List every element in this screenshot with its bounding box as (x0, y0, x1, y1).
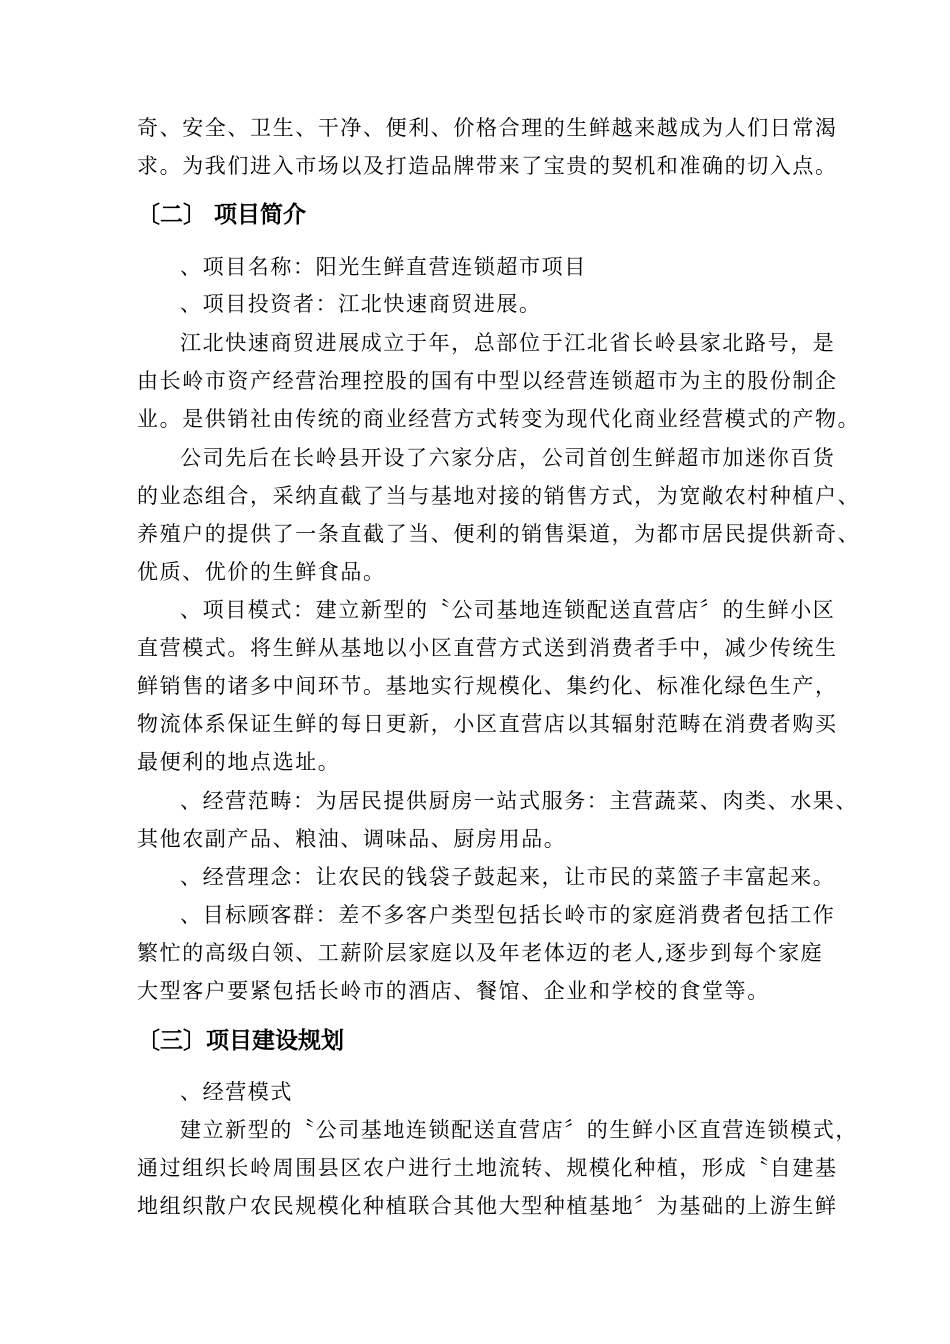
paragraph-line: 鲜销售的诸多中间环节。基地实行规模化、集约化、标准化绿色生产， (137, 674, 838, 698)
paragraph-line: 的业态组合，采纳直截了当与基地对接的销售方式，为宽敞农村种植户、 (137, 484, 861, 508)
paragraph-line: 业。是供销社由传统的商业经营方式转变为现代化商业经营模式的产物。 (137, 407, 861, 431)
paragraph-line: 、经营范畴：为居民提供厨房一站式服务：主营蔬菜、肉类、水果、 (180, 789, 858, 813)
paragraph-line: 、经营模式 (180, 1080, 293, 1104)
paragraph-line: 、项目名称：阳光生鲜直营连锁超市项目 (180, 255, 587, 279)
paragraph-line: 、目标顾客群：差不多客户类型包括长岭市的家庭消费者包括工作 (180, 903, 836, 927)
section-heading-2: 〔二〕 项目简介 (137, 202, 307, 228)
paragraph-line: 优质、优价的生鲜食品。 (137, 560, 386, 584)
paragraph-line: 、经营理念：让农民的钱袋子鼓起来，让市民的菜篮子丰富起来。 (180, 865, 836, 889)
paragraph-line: 由长岭市资产经营治理控股的国有中型以经营连锁超市为主的股份制企 (137, 369, 838, 393)
paragraph-line: 公司先后在长岭县开设了六家分店，公司首创生鲜超市加迷你百货 (180, 446, 836, 470)
paragraph-line: 其他农副产品、粮油、调味品、厨房用品。 (137, 827, 567, 851)
paragraph-line: 最便利的地点选址。 (137, 750, 341, 774)
paragraph-line: 养殖户的提供了一条直截了当、便利的销售渠道，为都市居民提供新奇、 (137, 522, 861, 546)
paragraph-line: 、项目模式：建立新型的〝公司基地连锁配送直营店〞的生鲜小区 (180, 598, 836, 622)
paragraph-line: 、项目投资者：江北快速商贸进展。 (180, 292, 542, 316)
paragraph-line: 物流体系保证生鲜的每日更新，小区直营店以其辐射范畴在消费者购买 (137, 712, 838, 736)
paragraph-line: 繁忙的高级白领、工薪阶层家庭以及年老体迈的老人,逐步到每个家庭 (137, 941, 824, 965)
paragraph-line: 求。为我们进入市场以及打造品牌带来了宝贵的契机和准确的切入点。 (137, 154, 838, 178)
paragraph-line: 建立新型的〝公司基地连锁配送直营店〞的生鲜小区直营连锁模式， (180, 1118, 858, 1142)
paragraph-line: 奇、安全、卫生、干净、便利、价格合理的生鲜越来越成为人们日常渴 (137, 116, 838, 140)
paragraph-line: 江北快速商贸进展成立于年，总部位于江北省长岭县家北路号，是 (180, 331, 836, 355)
section-heading-3: 〔三〕项目建设规划 (137, 1028, 344, 1054)
paragraph-line: 通过组织长岭周围县区农户进行土地流转、规模化种植，形成〝自建基 (137, 1156, 838, 1180)
paragraph-line: 地组织散户农民规模化种植联合其他大型种植基地〞为基础的上游生鲜 (137, 1194, 838, 1218)
paragraph-line: 大型客户要紧包括长岭市的酒店、餐馆、企业和学校的食堂等。 (137, 979, 770, 1003)
paragraph-line: 直营模式。将生鲜从基地以小区直营方式送到消费者手中，减少传统生 (137, 636, 838, 660)
